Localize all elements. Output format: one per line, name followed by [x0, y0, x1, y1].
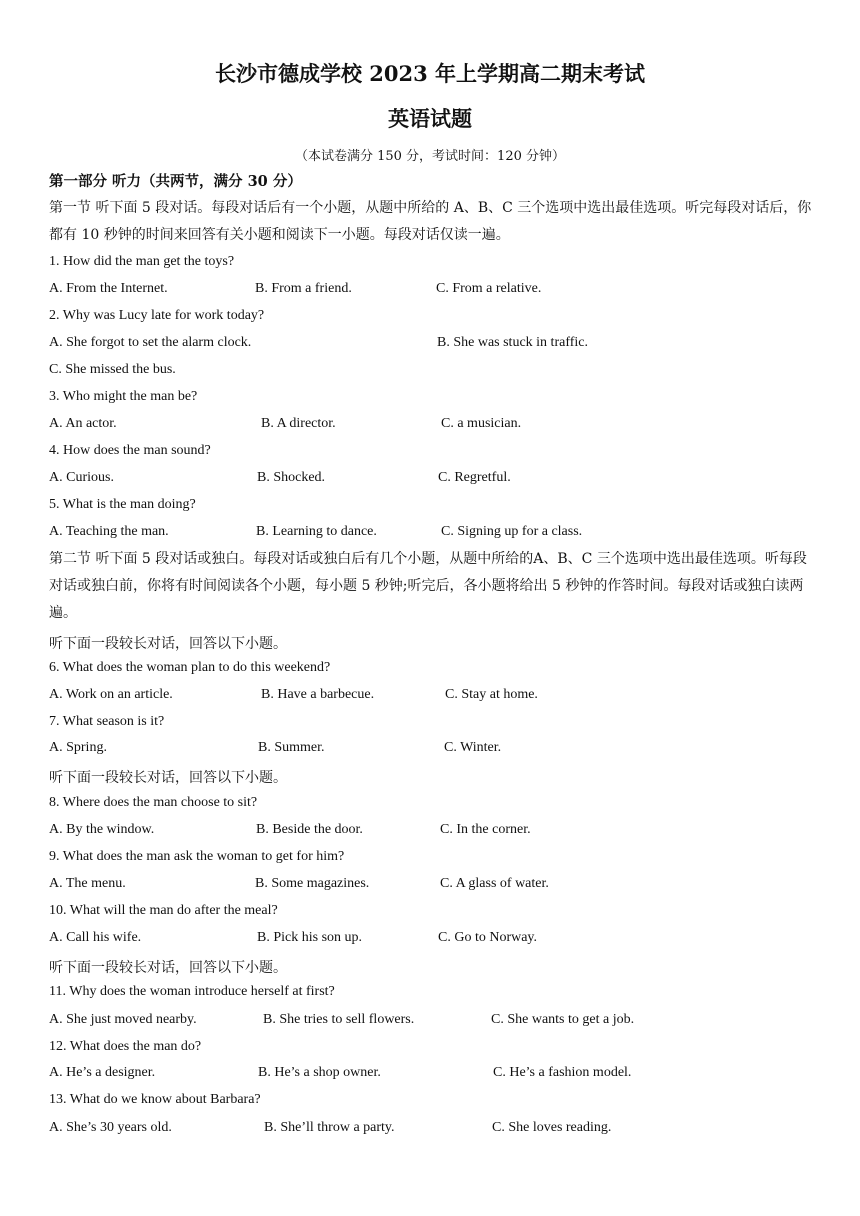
question-9: 9. What does the man ask the woman to get for him? — [49, 849, 345, 864]
question-6: 6. What does the woman plan to do this weekend? — [49, 660, 331, 675]
exam-title: 长沙市德成学校 2023 年上学期高二期末考试 — [214, 61, 646, 86]
q2-option-a: A. She forgot to set the alarm clock. — [49, 335, 252, 350]
q1-option-c: C. From a relative. — [436, 281, 542, 296]
long-dialogue-note-3: 听下面一段较长对话，回答以下小题。 — [49, 960, 287, 976]
long-dialogue-note-1: 听下面一段较长对话，回答以下小题。 — [49, 636, 287, 652]
question-4: 4. How does the man sound? — [49, 443, 211, 458]
question-11: 11. Why does the woman introduce herself at first? — [49, 984, 335, 999]
q2-option-c: C. She missed the bus. — [49, 362, 176, 377]
section1-intro: 第一节 听下面 5 段对话。每段对话后有一个小题，从题中所给的 A、B、C 三个选项中选出最佳选项。听完每段对话后，你都有 10 秒钟的时间来回答有关小题和阅读下一小题。每段对话仅读一遍。 — [49, 200, 812, 243]
q6-option-c: C. Stay at home. — [445, 687, 538, 702]
q13-option-c: C. She loves reading. — [492, 1120, 612, 1135]
question-2: 2. Why was Lucy late for work today? — [49, 308, 265, 323]
question-8: 8. Where does the man choose to sit? — [49, 795, 258, 810]
q6-option-b: B. Have a barbecue. — [261, 687, 375, 702]
q8-option-a: A. By the window. — [49, 822, 155, 837]
q9-option-c: C. A glass of water. — [440, 876, 549, 891]
q3-option-c: C. a musician. — [441, 416, 522, 431]
q12-option-c: C. He’s a fashion model. — [493, 1065, 632, 1080]
question-7: 7. What season is it? — [49, 714, 165, 729]
q1-option-b: B. From a friend. — [255, 281, 352, 296]
q7-option-b: B. Summer. — [258, 740, 325, 755]
q4-option-a: A. Curious. — [49, 470, 114, 485]
q6-option-a: A. Work on an article. — [49, 687, 173, 702]
q13-option-b: B. She’ll throw a party. — [264, 1120, 395, 1135]
q9-option-a: A. The menu. — [49, 876, 126, 891]
question-12: 12. What does the man do? — [49, 1039, 202, 1054]
q7-option-a: A. Spring. — [49, 740, 107, 755]
question-1: 1. How did the man get the toys? — [49, 254, 235, 269]
q5-option-b: B. Learning to dance. — [256, 524, 377, 539]
q7-option-c: C. Winter. — [444, 740, 502, 755]
q10-option-c: C. Go to Norway. — [438, 930, 538, 945]
q3-option-b: B. A director. — [261, 416, 336, 431]
q8-option-b: B. Beside the door. — [256, 822, 363, 837]
q11-option-b: B. She tries to sell flowers. — [263, 1012, 415, 1027]
exam-note: （本试卷满分 150 分，考试时间：120 分钟） — [294, 149, 566, 164]
q3-option-a: A. An actor. — [49, 416, 117, 431]
q13-option-a: A. She’s 30 years old. — [49, 1120, 172, 1135]
q4-option-c: C. Regretful. — [438, 470, 511, 485]
question-10: 10. What will the man do after the meal? — [49, 903, 278, 918]
q8-option-c: C. In the corner. — [440, 822, 531, 837]
q9-option-b: B. Some magazines. — [255, 876, 370, 891]
long-dialogue-note-2: 听下面一段较长对话，回答以下小题。 — [49, 770, 287, 786]
q11-option-a: A. She just moved nearby. — [49, 1012, 197, 1027]
q5-option-c: C. Signing up for a class. — [441, 524, 583, 539]
q5-option-a: A. Teaching the man. — [49, 524, 169, 539]
q2-option-b: B. She was stuck in traffic. — [437, 335, 588, 350]
q11-option-c: C. She wants to get a job. — [491, 1012, 635, 1027]
q10-option-a: A. Call his wife. — [49, 930, 142, 945]
q12-option-b: B. He’s a shop owner. — [258, 1065, 381, 1080]
section2-intro: 第二节 听下面 5 段对话或独白。每段对话或独白后有几个小题，从题中所给的A、B、C 三个选项中选出最佳选项。听每段对话或独白前，你将有时间阅读各个小题，每小题 5 秒钟;听完后，各小题将给出 5 秒钟的作答时间。每段对话或独白读两遍。 — [49, 551, 807, 621]
q12-option-a: A. He’s a designer. — [49, 1065, 156, 1080]
question-13: 13. What do we know about Barbara? — [49, 1092, 261, 1107]
exam-subtitle: 英语试题 — [388, 106, 472, 131]
q4-option-b: B. Shocked. — [257, 470, 326, 485]
q10-option-b: B. Pick his son up. — [257, 930, 363, 945]
question-5: 5. What is the man doing? — [49, 497, 196, 512]
question-3: 3. Who might the man be? — [49, 389, 198, 404]
part1-heading: 第一部分 听力（共两节，满分 30 分） — [49, 173, 302, 190]
q1-option-a: A. From the Internet. — [49, 281, 168, 296]
